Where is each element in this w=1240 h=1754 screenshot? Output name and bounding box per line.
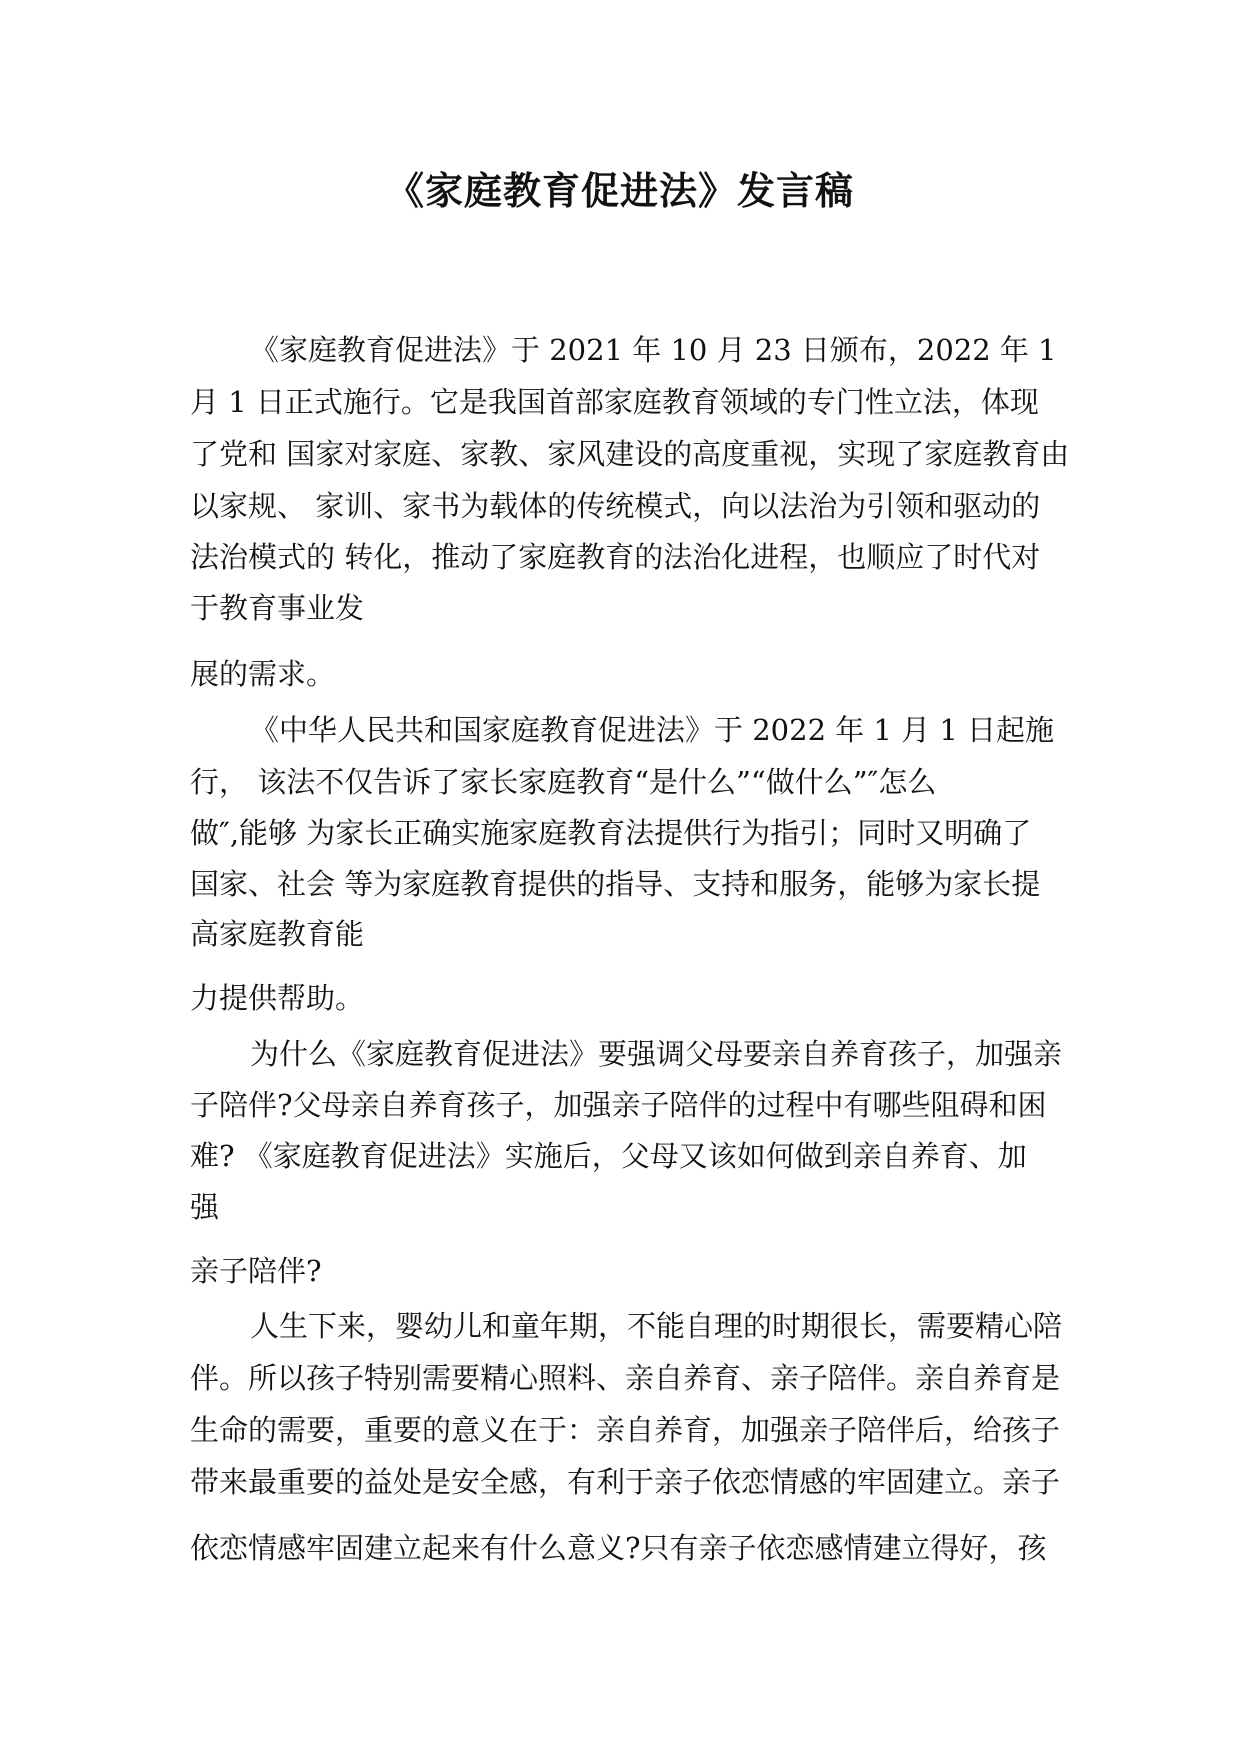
paragraph-line: 伴。所以孩子特别需要精心照料、亲自养育、亲子陪伴。亲自养育是 xyxy=(190,1361,1061,1395)
paragraph-line: 为什么《家庭教育促进法》要强调父母要亲自养育孩子，加强亲 xyxy=(250,1037,1063,1071)
paragraph-line: 法治模式的 转化，推动了家庭教育的法治化进程，也顺应了时代对 xyxy=(190,540,1041,574)
paragraph-line: 强 xyxy=(190,1190,220,1224)
paragraph-line: 展的需求。 xyxy=(190,657,336,691)
paragraph-line: 依恋情感牢固建立起来有什么意义?只有亲子依恋感情建立得好，孩 xyxy=(190,1531,1047,1565)
paragraph-line: 做″,能够 为家长正确实施家庭教育法提供行为指引；同时又明确了 xyxy=(190,816,1032,850)
paragraph-line: 以家规、 家训、家书为载体的传统模式，向以法治为引领和驱动的 xyxy=(190,489,1041,523)
paragraph-line: 生命的需要，重要的意义在于：亲自养育，加强亲子陪伴后，给孩子 xyxy=(190,1413,1061,1447)
paragraph-line: 亲子陪伴? xyxy=(190,1254,322,1288)
paragraph-line: 于教育事业发 xyxy=(190,591,365,625)
paragraph-line: 力提供帮助。 xyxy=(190,981,365,1015)
paragraph-line: 子陪伴?父母亲自养育孩子，加强亲子陪伴的过程中有哪些阻碍和困 xyxy=(190,1088,1047,1122)
paragraph-line: 带来最重要的益处是安全感，有利于亲子依恋情感的牢固建立。亲子 xyxy=(190,1465,1061,1499)
paragraph-line: 难? 《家庭教育促进法》实施后，父母又该如何做到亲自养育、加 xyxy=(190,1139,1027,1173)
paragraph-line: 高家庭教育能 xyxy=(190,917,365,951)
paragraph-line: 《中华人民共和国家庭教育促进法》于 2022 年 1 月 1 日起施 xyxy=(250,713,1055,747)
document-title: 《家庭教育促进法》发言稿 xyxy=(385,168,854,213)
paragraph-line: 行， 该法不仅告诉了家长家庭教育“是什么”“做什么”″怎么 xyxy=(190,765,937,799)
paragraph-line: 了党和 国家对家庭、家教、家风建设的高度重视，实现了家庭教育由 xyxy=(190,437,1070,471)
paragraph-line: 月 1 日正式施行。它是我国首部家庭教育领域的专门性立法，体现 xyxy=(190,385,1039,419)
paragraph-line: 国家、社会 等为家庭教育提供的指导、支持和服务，能够为家长提 xyxy=(190,867,1041,901)
paragraph-line: 人生下来，婴幼儿和童年期，不能自理的时期很长，需要精心陪 xyxy=(250,1309,1063,1343)
paragraph-line: 《家庭教育促进法》于 2021 年 10 月 23 日颁布，2022 年 1 xyxy=(250,333,1057,367)
